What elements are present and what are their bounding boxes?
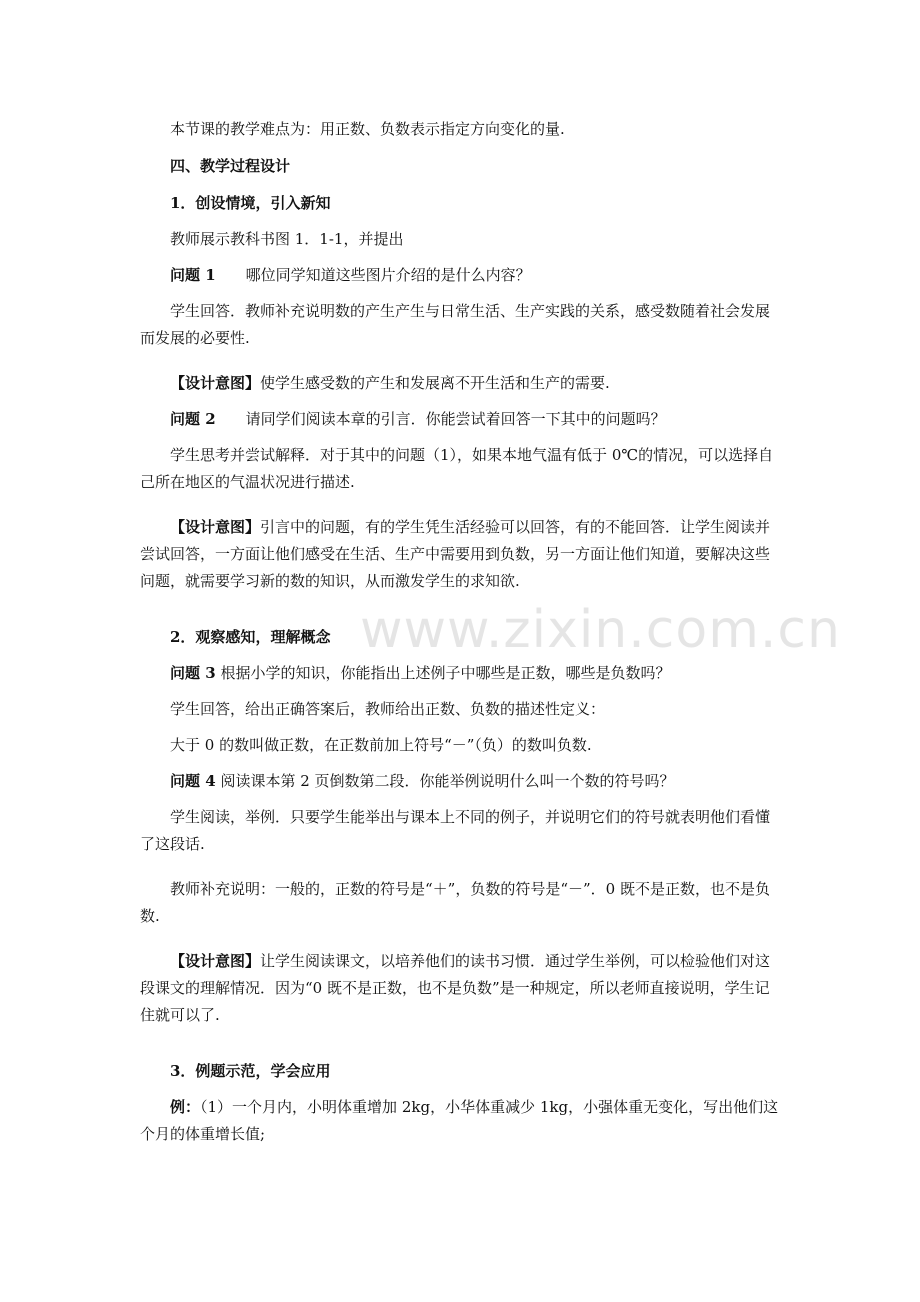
paragraph-difficulty: 本节课的教学难点为：用正数、负数表示指定方向变化的量. — [170, 120, 565, 138]
question-text: 请同学们阅读本章的引言．你能尝试着回答一下其中的问题吗？ — [215, 410, 666, 428]
subheading-observe: 2．观察感知，理解概念 — [170, 628, 331, 646]
paragraph-design-intent-2 — [140, 514, 780, 595]
example-text: （1）一个月内，小明体重增加 2kg，小华体重减少 1kg，小强体重无变化，写出他们这个月的体重增长值; — [140, 1098, 779, 1143]
design-intent-text: 引言中的问题，有的学生凭生活经验可以回答，有的不能回答．让学生阅读并尝试回答，一方面让他们感受在生活、生产中需要用到负数，另一方面让他们知道，要解决这些问题，就需要学习新的数的知识，从而激发学生的求知欲. — [140, 518, 771, 590]
watermark: www.zixin.com.cn — [360, 600, 841, 660]
paragraph-question-1 — [140, 262, 780, 289]
paragraph-design-intent-1 — [140, 370, 780, 397]
paragraph-definition: 大于 0 的数叫做正数，在正数前加上符号“－”（负）的数叫负数. — [170, 736, 592, 754]
paragraph-student-answer-3: 学生回答，给出正确答案后，教师给出正数、负数的描述性定义： — [170, 700, 606, 718]
question-label: 问题 4 — [170, 772, 216, 790]
design-intent-label: 【设计意图】 — [170, 952, 261, 970]
paragraph-teacher-supplement: 教师补充说明：一般的，正数的符号是“＋”，负数的符号是“－”．0 既不是正数，也不是负数. — [140, 880, 770, 925]
paragraph-question-3 — [140, 660, 780, 687]
subheading-situation: 1．创设情境，引入新知 — [170, 194, 331, 212]
question-label: 问题 1 — [170, 266, 216, 284]
paragraph-example — [140, 1094, 780, 1148]
paragraph-student-think: 学生思考并尝试解释．对于其中的问题（1），如果本地气温有低于 0℃的情况，可以选择自己所在地区的气温状况进行描述. — [140, 446, 774, 491]
paragraph-question-4 — [140, 768, 780, 795]
paragraph-question-2 — [140, 406, 780, 433]
design-intent-text: 使学生感受数的产生和发展离不开生活和生产的需要. — [260, 374, 610, 392]
paragraph-design-intent-3 — [140, 948, 780, 1029]
design-intent-label: 【设计意图】 — [170, 374, 261, 392]
question-label: 问题 2 — [170, 410, 216, 428]
question-text: 哪位同学知道这些图片介绍的是什么内容？ — [215, 266, 531, 284]
paragraph-student-answer-1: 学生回答．教师补充说明数的产生产生与日常生活、生产实践的关系，感受数随着社会发展而发展的必要性. — [140, 302, 771, 347]
paragraph-teacher-shows: 教师展示教科书图 1．1-1，并提出 — [170, 230, 404, 248]
subheading-example: 3．例题示范，学会应用 — [170, 1062, 331, 1080]
question-text: 阅读课本第 2 页倒数第二段．你能举例说明什么叫一个数的符号吗？ — [215, 772, 675, 790]
question-label: 问题 3 — [170, 664, 216, 682]
paragraph-student-read: 学生阅读，举例．只要学生能举出与课本上不同的例子，并说明它们的符号就表明他们看懂了这段话. — [140, 808, 771, 853]
design-intent-label: 【设计意图】 — [170, 518, 261, 536]
design-intent-text: 让学生阅读课文，以培养他们的读书习惯．通过学生举例，可以检验他们对这段课文的理解情况．因为“0 既不是正数，也不是负数”是一种规定，所以老师直接说明，学生记住就可以了. — [140, 952, 771, 1024]
section-heading-process: 四、教学过程设计 — [170, 157, 291, 175]
question-text: 根据小学的知识，你能指出上述例子中哪些是正数，哪些是负数吗？ — [215, 664, 671, 682]
example-label: 例： — [170, 1098, 201, 1116]
